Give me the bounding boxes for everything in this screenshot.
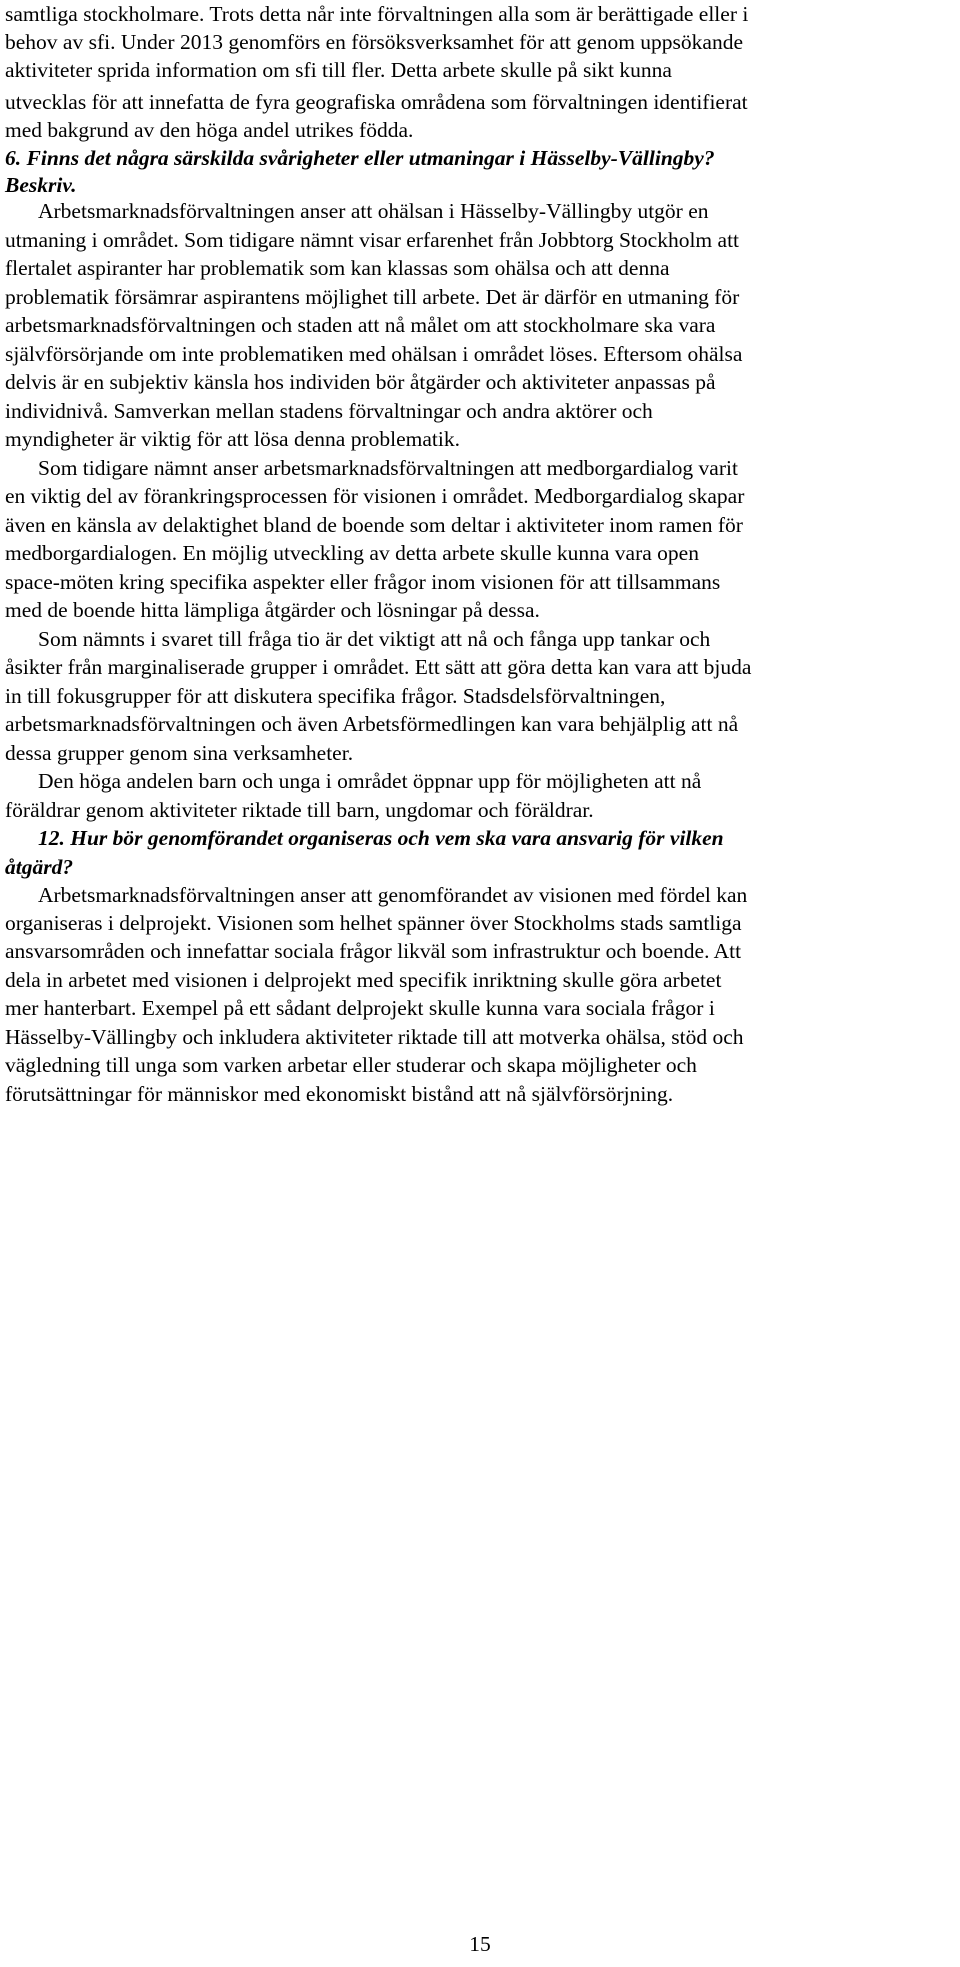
text-line: utmaning i området. Som tidigare nämnt visar erfarenhet från Jobbtorg Stockholm att xyxy=(5,228,740,252)
text-line: Hässelby-Vällingby och inkludera aktiviteter riktade till att motverka ohälsa, stöd och xyxy=(5,1025,744,1049)
text-line: mer hanterbart. Exempel på ett sådant delprojekt skulle kunna vara sociala frågor i xyxy=(5,996,715,1020)
text-line: förutsättningar för människor med ekonomiskt bistånd att nå självförsörjning. xyxy=(5,1082,674,1106)
text-line: åsikter från marginaliserade grupper i området. Ett sätt att göra detta kan vara att bjuda xyxy=(5,655,752,679)
text-line: in till fokusgrupper för att diskutera specifika frågor. Stadsdelsförvaltningen, xyxy=(5,684,666,708)
text-line: medborgardialogen. En möjlig utveckling av detta arbete skulle kunna vara open xyxy=(5,541,699,565)
text-line: även en känsla av delaktighet bland de boende som deltar i aktiviteter inom ramen för xyxy=(5,513,743,537)
text-line: ansvarsområden och innefattar sociala frågor likväl som infrastruktur och boende. Att xyxy=(5,939,742,963)
question-heading: 6. Finns det några särskilda svårigheter eller utmaningar i Hässelby-Vällingby? xyxy=(5,146,715,170)
question-heading: Beskriv. xyxy=(5,173,77,197)
text-line: organiseras i delprojekt. Visionen som helhet spänner över Stockholms stads samtliga xyxy=(5,911,742,935)
paragraph-first-line: Arbetsmarknadsförvaltningen anser att genomförandet av visionen med fördel kan xyxy=(38,883,748,907)
page-number: 15 xyxy=(469,1932,491,1956)
text-line: vägledning till unga som varken arbetar eller studerar och skapa möjligheter och xyxy=(5,1053,697,1077)
paragraph-first-line: Som nämnts i svaret till fråga tio är det viktigt att nå och fånga upp tankar och xyxy=(38,627,711,651)
text-line: individnivå. Samverkan mellan stadens förvaltningar och andra aktörer och xyxy=(5,399,653,423)
text-line: space-möten kring specifika aspekter eller frågor inom visionen för att tillsammans xyxy=(5,570,721,594)
text-line: en viktig del av förankringsprocessen för visionen i området. Medborgardialog skapar xyxy=(5,484,745,508)
text-line: med de boende hitta lämpliga åtgärder och lösningar på dessa. xyxy=(5,598,540,622)
text-line: självförsörjande om inte problematiken med ohälsan i området löses. Eftersom ohälsa xyxy=(5,342,743,366)
text-line: föräldrar genom aktiviteter riktade till barn, ungdomar och föräldrar. xyxy=(5,798,594,822)
text-line: problematik försämrar aspirantens möjlighet till arbete. Det är därför en utmaning för xyxy=(5,285,740,309)
question-heading: 12. Hur bör genomförandet organiseras och vem ska vara ansvarig för vilken xyxy=(38,826,724,850)
text-line: behov av sfi. Under 2013 genomförs en försöksverksamhet för att genom uppsökande xyxy=(5,30,743,54)
question-heading: åtgärd? xyxy=(5,855,74,879)
text-line: med bakgrund av den höga andel utrikes födda. xyxy=(5,118,414,142)
text-line: utvecklas för att innefatta de fyra geografiska områdena som förvaltningen identifierat xyxy=(5,90,748,114)
text-line: aktiviteter sprida information om sfi till fler. Detta arbete skulle på sikt kunna xyxy=(5,58,672,82)
text-line: delvis är en subjektiv känsla hos individen bör åtgärder och aktiviteter anpassas på xyxy=(5,370,716,394)
text-line: arbetsmarknadsförvaltningen och staden att nå målet om att stockholmare ska vara xyxy=(5,313,716,337)
paragraph-first-line: Som tidigare nämnt anser arbetsmarknadsförvaltningen att medborgardialog varit xyxy=(38,456,738,480)
text-line: flertalet aspiranter har problematik som kan klassas som ohälsa och att denna xyxy=(5,256,670,280)
text-line: samtliga stockholmare. Trots detta når inte förvaltningen alla som är berättigade eller i xyxy=(5,2,749,26)
text-line: dela in arbetet med visionen i delprojekt med specifik inriktning skulle göra arbetet xyxy=(5,968,722,992)
text-line: arbetsmarknadsförvaltningen och även Arbetsförmedlingen kan vara behjälplig att nå xyxy=(5,712,739,736)
paragraph-first-line: Den höga andelen barn och unga i området öppnar upp för möjligheten att nå xyxy=(38,769,702,793)
text-line: myndigheter är viktig för att lösa denna problematik. xyxy=(5,427,460,451)
text-line: dessa grupper genom sina verksamheter. xyxy=(5,741,354,765)
paragraph-first-line: Arbetsmarknadsförvaltningen anser att ohälsan i Hässelby-Vällingby utgör en xyxy=(38,199,709,223)
